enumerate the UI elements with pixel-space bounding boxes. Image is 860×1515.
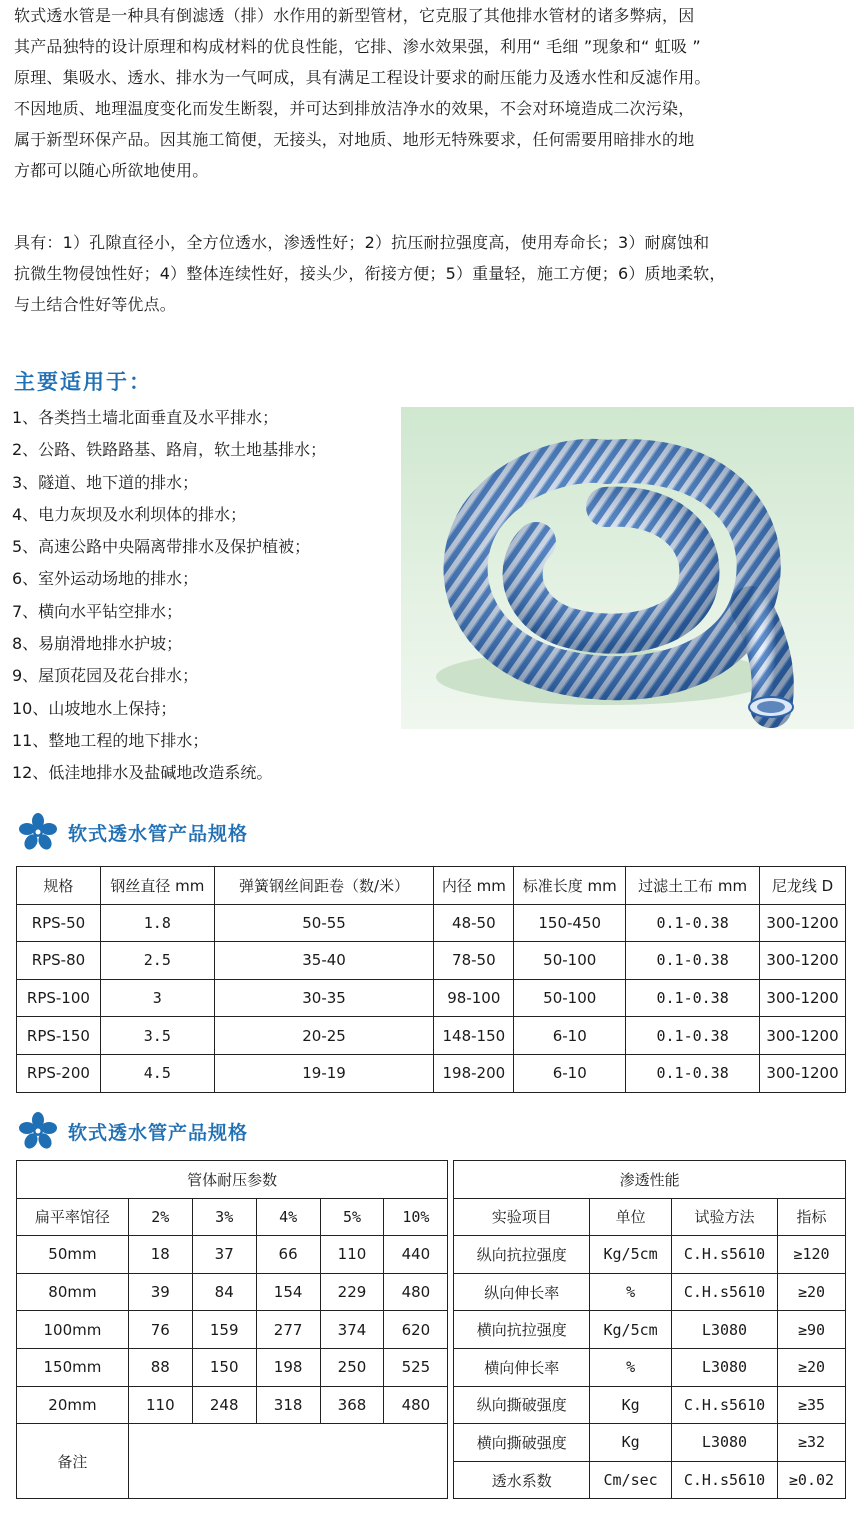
- pressure-section-heading: 软式透水管产品规格: [68, 1121, 249, 1144]
- table-cell: 纵向抗拉强度: [454, 1236, 590, 1274]
- table-cell: 100mm: [17, 1311, 129, 1349]
- table-cell: 198: [256, 1348, 320, 1386]
- table-cell: ≥35: [777, 1386, 845, 1424]
- table-cell: 159: [192, 1311, 256, 1349]
- table-cell: 440: [384, 1236, 448, 1274]
- table-header-cell: 5%: [320, 1198, 384, 1236]
- table-row: [17, 1311, 846, 1349]
- usage-heading: 主要适用于：: [14, 370, 152, 394]
- usage-item: 9、屋顶花园及花台排水；: [12, 666, 199, 686]
- table-cell: 30-35: [214, 979, 434, 1017]
- table-cell: 1.8: [100, 904, 214, 942]
- remark-cell: [128, 1424, 447, 1499]
- group-header-permeability: 渗透性能: [454, 1161, 846, 1199]
- spec-table: [16, 866, 846, 1093]
- table-row: [17, 979, 846, 1017]
- table-cell: ≥20: [777, 1348, 845, 1386]
- table-row: [17, 942, 846, 980]
- table-cell: 150-450: [514, 904, 626, 942]
- table-cell: 透水系数: [454, 1461, 590, 1499]
- table-header-cell: 单位: [590, 1198, 672, 1236]
- table-cell: 300-1200: [760, 942, 846, 980]
- table-cell: 277: [256, 1311, 320, 1349]
- table-header-cell: 3%: [192, 1198, 256, 1236]
- usage-item: 11、整地工程的地下排水；: [12, 730, 209, 750]
- table-cell: 368: [320, 1386, 384, 1424]
- usage-list: [12, 402, 326, 790]
- table-cell: 6-10: [514, 1017, 626, 1055]
- table-header-cell: 试验方法: [672, 1198, 778, 1236]
- table-cell: C.H.s5610: [672, 1461, 778, 1499]
- table-cell: 35-40: [214, 942, 434, 980]
- table-cell: RPS-100: [17, 979, 101, 1017]
- table-cell: 3: [100, 979, 214, 1017]
- table-header-row: [17, 1198, 846, 1236]
- table-cell: 纵向撕破强度: [454, 1386, 590, 1424]
- table-cell: 横向撕破强度: [454, 1424, 590, 1462]
- table-cell: C.H.s5610: [672, 1273, 778, 1311]
- group-header-pressure: 管体耐压参数: [17, 1161, 448, 1199]
- table-cell: 37: [192, 1236, 256, 1274]
- intro-paragraph: [14, 0, 850, 186]
- table-cell: L3080: [672, 1311, 778, 1349]
- table-cell: 50-100: [514, 979, 626, 1017]
- table-cell: 84: [192, 1273, 256, 1311]
- usage-item: 10、山坡地水上保持；: [12, 698, 177, 718]
- table-cell: Kg: [590, 1386, 672, 1424]
- table-cell: 300-1200: [760, 1054, 846, 1092]
- table-group-header-row: [17, 1161, 846, 1199]
- table-cell: 300-1200: [760, 1017, 846, 1055]
- table-cell: 50-100: [514, 942, 626, 980]
- remark-label: 备注: [17, 1424, 129, 1499]
- table-cell: 198-200: [434, 1054, 514, 1092]
- table-cell: 98-100: [434, 979, 514, 1017]
- table-cell: C.H.s5610: [672, 1236, 778, 1274]
- flower-icon: [18, 812, 58, 852]
- table-cell: 150mm: [17, 1348, 129, 1386]
- table-header-row: [17, 867, 846, 905]
- table-cell: 20-25: [214, 1017, 434, 1055]
- table-row: [17, 904, 846, 942]
- table-cell: 148-150: [434, 1017, 514, 1055]
- table-header-cell: 实验项目: [454, 1198, 590, 1236]
- table-cell: 229: [320, 1273, 384, 1311]
- table-cell: RPS-150: [17, 1017, 101, 1055]
- table-cell: ≥120: [777, 1236, 845, 1274]
- intro-line: 不因地质、地理温度变化而发生断裂，并可达到排放洁净水的效果，不会对环境造成二次污染，: [14, 99, 695, 118]
- table-header-cell: 过滤土工布 mm: [626, 867, 760, 905]
- table-cell: 纵向伸长率: [454, 1273, 590, 1311]
- spec-section-heading: 软式透水管产品规格: [68, 822, 249, 845]
- intro-line: 软式透水管是一种具有倒滤透（排）水作用的新型管材，它克服了其他排水管材的诸多弊病，因: [14, 6, 695, 25]
- table-header-cell: 弹簧钢丝间距卷（数/米）: [214, 867, 434, 905]
- table-cell: 248: [192, 1386, 256, 1424]
- table-cell: 39: [128, 1273, 192, 1311]
- table-header-cell: 钢丝直径 mm: [100, 867, 214, 905]
- table-header-cell: 2%: [128, 1198, 192, 1236]
- table-cell: L3080: [672, 1348, 778, 1386]
- features-line: 具有：1）孔隙直径小，全方位透水，渗透性好；2）抗压耐拉强度高，使用寿命长；3）耐腐蚀和: [14, 233, 710, 252]
- table-cell: 横向伸长率: [454, 1348, 590, 1386]
- table-cell: 154: [256, 1273, 320, 1311]
- table-cell: RPS-80: [17, 942, 101, 980]
- table-cell: 480: [384, 1386, 448, 1424]
- table-row: [17, 1273, 846, 1311]
- usage-item: 12、低洼地排水及盐碱地改造系统。: [12, 763, 273, 783]
- table-cell: 480: [384, 1273, 448, 1311]
- table-cell: %: [590, 1273, 672, 1311]
- intro-line: 方都可以随心所欲地使用。: [14, 161, 209, 180]
- table-cell: 76: [128, 1311, 192, 1349]
- intro-line: 属于新型环保产品。因其施工简便，无接头，对地质、地形无特殊要求，任何需要用暗排水的地: [14, 130, 695, 149]
- product-photo: [401, 407, 854, 729]
- table-cell: 4.5: [100, 1054, 214, 1092]
- table-header-cell: 扁平率馆径: [17, 1198, 129, 1236]
- table-cell: Kg/5cm: [590, 1311, 672, 1349]
- table-cell: Kg: [590, 1424, 672, 1462]
- table-cell: 88: [128, 1348, 192, 1386]
- table-cell: RPS-200: [17, 1054, 101, 1092]
- intro-line: 其产品独特的设计原理和构成材料的优良性能，它排、渗水效果强，利用“ 毛细 ”现象和“ 虹吸 ”: [14, 37, 701, 56]
- table-cell: 横向抗拉强度: [454, 1311, 590, 1349]
- table-cell: RPS-50: [17, 904, 101, 942]
- table-cell: 2.5: [100, 942, 214, 980]
- table-header-cell: 指标: [777, 1198, 845, 1236]
- table-row: [17, 1054, 846, 1092]
- table-cell: 78-50: [434, 942, 514, 980]
- table-header-cell: 标准长度 mm: [514, 867, 626, 905]
- table-cell: 110: [320, 1236, 384, 1274]
- pressure-table: [16, 1160, 846, 1499]
- table-cell: 300-1200: [760, 904, 846, 942]
- table-cell: ≥32: [777, 1424, 845, 1462]
- pressure-section-title: [18, 1111, 248, 1151]
- table-header-cell: 10%: [384, 1198, 448, 1236]
- table-cell: 6-10: [514, 1054, 626, 1092]
- features-line: 抗微生物侵蚀性好；4）整体连续性好，接头少，衔接方便；5）重量轻，施工方便；6）质地柔软，: [14, 264, 726, 283]
- table-cell: 48-50: [434, 904, 514, 942]
- table-header-cell: 规格: [17, 867, 101, 905]
- table-cell: 150: [192, 1348, 256, 1386]
- table-cell: L3080: [672, 1424, 778, 1462]
- table-cell: 0.1-0.38: [626, 1054, 760, 1092]
- table-header-cell: 尼龙线 D: [760, 867, 846, 905]
- table-cell: 50mm: [17, 1236, 129, 1274]
- table-cell: 20mm: [17, 1386, 129, 1424]
- usage-item: 4、电力灰坝及水利坝体的排水；: [12, 504, 247, 524]
- table-cell: 0.1-0.38: [626, 904, 760, 942]
- features-line: 与土结合性好等优点。: [14, 295, 177, 314]
- table-row: [17, 1236, 846, 1274]
- table-cell: 0.1-0.38: [626, 942, 760, 980]
- table-cell: ≥90: [777, 1311, 845, 1349]
- table-cell: 0.1-0.38: [626, 979, 760, 1017]
- table-cell: ≥20: [777, 1273, 845, 1311]
- table-cell: 18: [128, 1236, 192, 1274]
- table-cell: 19-19: [214, 1054, 434, 1092]
- features-paragraph: [14, 227, 850, 320]
- usage-item: 7、横向水平钻空排水；: [12, 601, 183, 621]
- table-row: [17, 1386, 846, 1424]
- table-cell: 300-1200: [760, 979, 846, 1017]
- table-cell: 3.5: [100, 1017, 214, 1055]
- usage-item: 3、隧道、地下道的排水；: [12, 472, 199, 492]
- table-cell: 50-55: [214, 904, 434, 942]
- table-cell: ≥0.02: [777, 1461, 845, 1499]
- usage-item: 1、各类挡土墙北面垂直及水平排水；: [12, 408, 279, 427]
- table-cell: 110: [128, 1386, 192, 1424]
- flower-icon: [18, 1111, 58, 1151]
- usage-item: 2、公路、铁路路基、路肩，软土地基排水；: [12, 440, 327, 460]
- table-cell: 0.1-0.38: [626, 1017, 760, 1055]
- table-cell: Kg/5cm: [590, 1236, 672, 1274]
- table-header-cell: 4%: [256, 1198, 320, 1236]
- table-cell: 80mm: [17, 1273, 129, 1311]
- table-cell: 250: [320, 1348, 384, 1386]
- usage-item: 6、室外运动场地的排水；: [12, 569, 199, 589]
- intro-line: 原理、集吸水、透水、排水为一气呵成，具有满足工程设计要求的耐压能力及透水性和反滤作用。: [14, 68, 711, 87]
- usage-item: 5、高速公路中央隔离带排水及保护植被；: [12, 537, 311, 557]
- table-cell: 66: [256, 1236, 320, 1274]
- table-cell: 525: [384, 1348, 448, 1386]
- table-cell: Cm/sec: [590, 1461, 672, 1499]
- table-row: [17, 1424, 846, 1462]
- usage-item: 8、易崩滑地排水护坡；: [12, 634, 183, 654]
- table-cell: 620: [384, 1311, 448, 1349]
- spec-section-title: [18, 812, 248, 852]
- table-row: [17, 1348, 846, 1386]
- table-cell: %: [590, 1348, 672, 1386]
- table-cell: C.H.s5610: [672, 1386, 778, 1424]
- coiled-hose-illustration: [401, 407, 854, 729]
- table-row: [17, 1017, 846, 1055]
- table-cell: 318: [256, 1386, 320, 1424]
- table-cell: 374: [320, 1311, 384, 1349]
- table-header-cell: 内径 mm: [434, 867, 514, 905]
